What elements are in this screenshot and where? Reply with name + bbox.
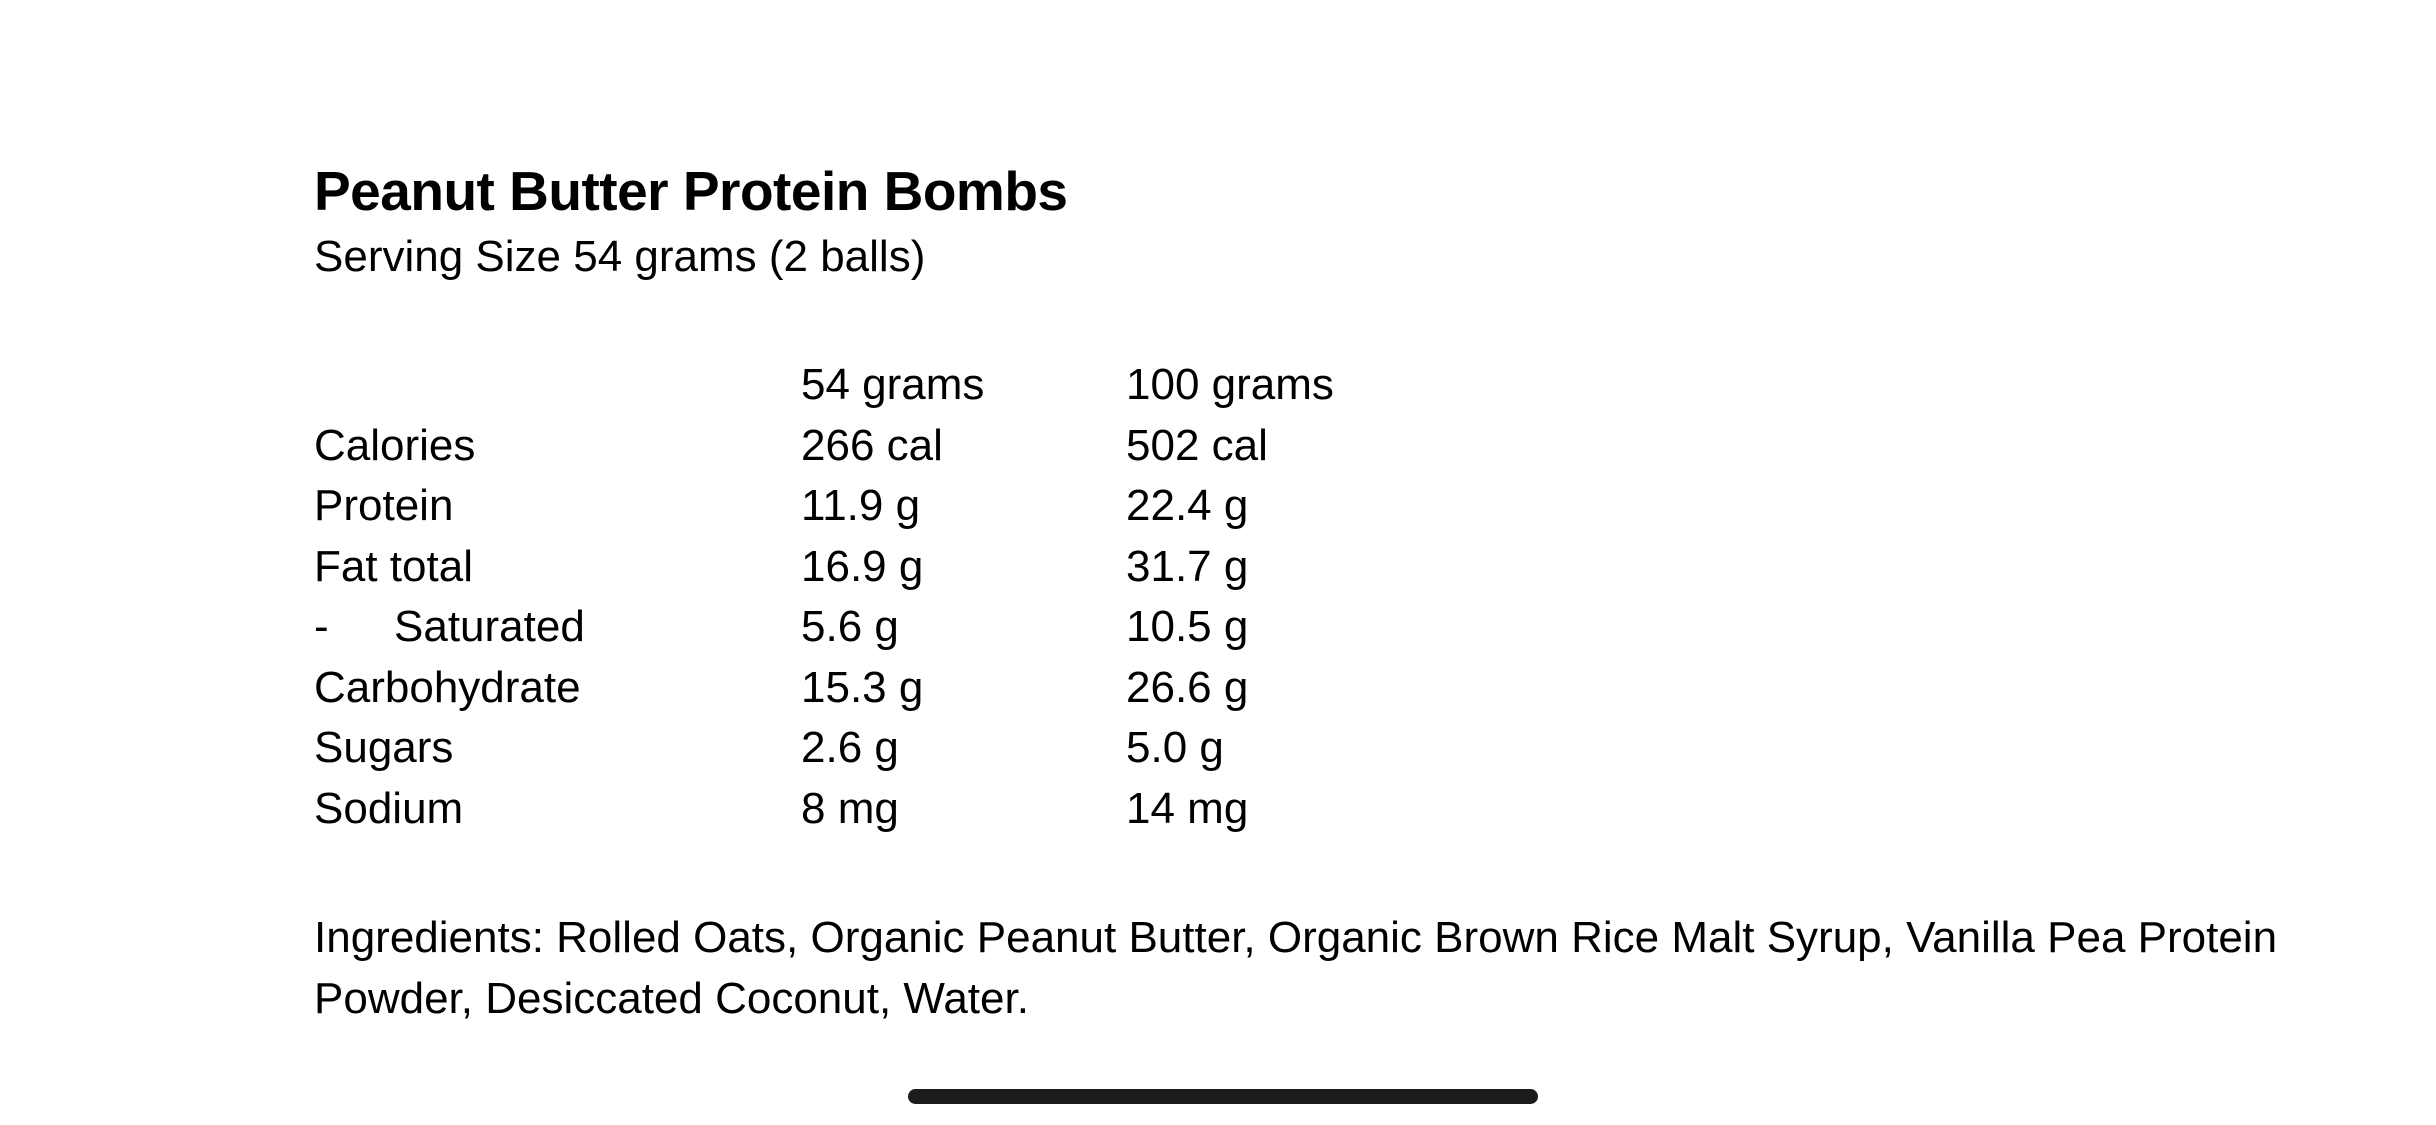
home-indicator[interactable] xyxy=(908,1089,1538,1104)
table-row xyxy=(314,416,1426,477)
table-row xyxy=(314,597,1426,658)
value-per-serving: 8 mg xyxy=(801,783,899,833)
header-nutrient xyxy=(314,355,801,416)
nutrient-label: Carbohydrate xyxy=(314,662,581,712)
value-per-serving: 2.6 g xyxy=(801,723,899,772)
value-per-100g: 14 mg xyxy=(1126,783,1249,833)
serving-size: Serving Size 54 grams (2 balls) xyxy=(314,232,926,281)
table-row xyxy=(314,537,1426,598)
table-header-row xyxy=(314,355,1426,416)
value-per-100g: 22.4 g xyxy=(1126,481,1249,530)
nutrient-name xyxy=(314,718,801,779)
value-per-serving: 5.6 g xyxy=(801,602,899,651)
value-per-100g: 502 cal xyxy=(1126,420,1268,470)
nutrient-label: Calories xyxy=(314,420,476,470)
sub-item-dash: - xyxy=(314,602,329,651)
nutrient-label: Sugars xyxy=(314,723,454,772)
value-per-serving: 16.9 g xyxy=(801,541,924,591)
nutrient-label: Saturated xyxy=(394,602,585,651)
nutrition-table xyxy=(314,355,1426,839)
document-body xyxy=(314,155,2394,1029)
ingredients-text: Ingredients: Rolled Oats, Organic Peanut Butter, Organic Brown Rice Malt Syrup, Vanilla Pea Protein Powder, Desiccated Coconut, Water. xyxy=(314,913,2278,1023)
document-title: Peanut Butter Protein Bombs xyxy=(314,160,1068,222)
nutrient-label: Sodium xyxy=(314,783,464,833)
nutrient-name xyxy=(314,537,801,598)
nutrition-rows xyxy=(314,416,1426,840)
value-per-serving: 11.9 g xyxy=(801,481,921,530)
value-per-100g: 5.0 g xyxy=(1126,723,1224,772)
value-per-100g: 10.5 g xyxy=(1126,602,1249,651)
nutrient-name xyxy=(314,476,801,537)
nutrient-label: Protein xyxy=(314,481,454,530)
nutrient-name xyxy=(314,658,801,719)
nutrient-name xyxy=(314,597,801,658)
header-per-100g: 100 grams xyxy=(1126,360,1334,409)
nutrient-label: Fat total xyxy=(314,541,473,591)
value-per-serving: 15.3 g xyxy=(801,662,924,712)
nutrient-name xyxy=(314,416,801,477)
value-per-serving: 266 cal xyxy=(801,420,943,470)
table-row xyxy=(314,658,1426,719)
value-per-100g: 31.7 g xyxy=(1126,541,1249,591)
nutrient-name xyxy=(314,779,801,840)
header-per-serving: 54 grams xyxy=(801,360,985,409)
table-row xyxy=(314,476,1426,537)
table-row xyxy=(314,718,1426,779)
table-row xyxy=(314,779,1426,840)
value-per-100g: 26.6 g xyxy=(1126,662,1249,712)
